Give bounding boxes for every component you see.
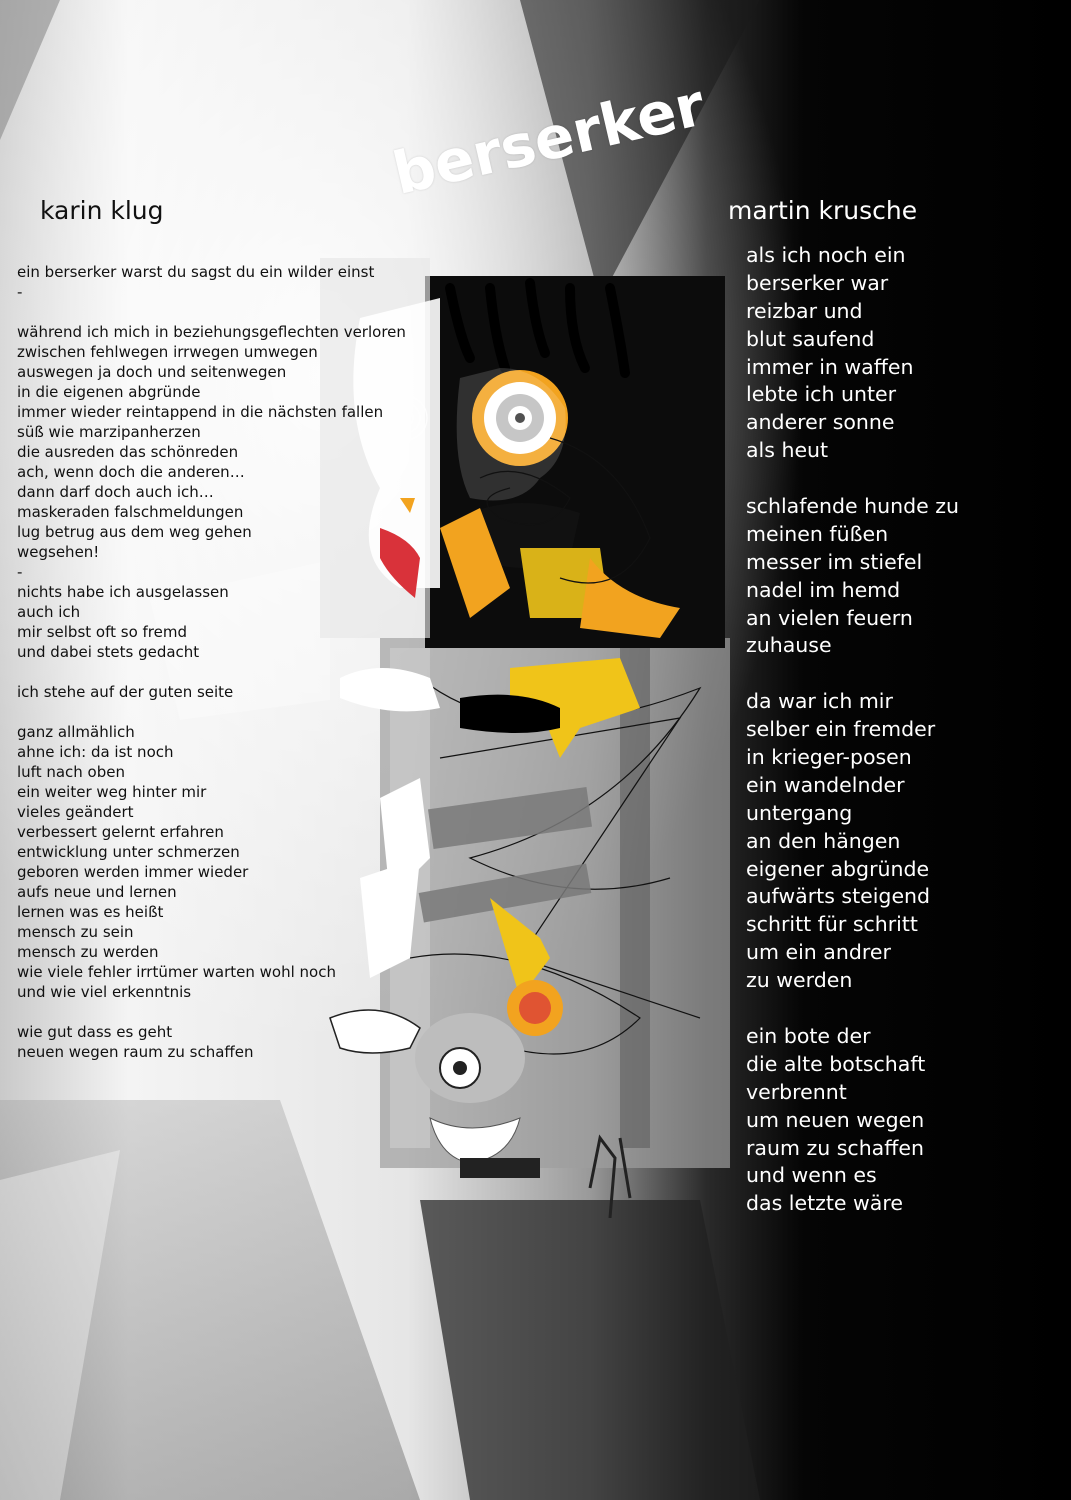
- poem-line: ach, wenn doch die anderen…: [17, 463, 245, 481]
- poem-line: ein weiter weg hinter mir: [17, 783, 207, 801]
- poem-line: das letzte wäre: [746, 1191, 903, 1216]
- poem-line: wie gut dass es geht: [17, 1023, 173, 1041]
- poem-line: ahne ich: da ist noch: [17, 743, 174, 761]
- poem-line: in krieger-posen: [746, 745, 912, 770]
- poem-line: aufwärts steigend: [746, 884, 931, 909]
- poem-line: ganz allmählich: [17, 723, 135, 741]
- poem-line: zuhause: [746, 633, 832, 658]
- poem-line: anderer sonne: [746, 410, 895, 435]
- poem-line: [746, 660, 1066, 688]
- poem-line: lernen was es heißt: [17, 903, 164, 921]
- poem-line: meinen füßen: [746, 521, 889, 546]
- poem-line: [746, 995, 1066, 1023]
- poem-line: selber ein fremder: [746, 717, 936, 742]
- poem-line: da war ich mir: [746, 689, 893, 714]
- poem-line: und wie viel erkenntnis: [17, 983, 192, 1001]
- poem-line: berserker war: [746, 270, 889, 295]
- poem-line: ich stehe auf der guten seite: [17, 683, 234, 701]
- poem-line: maskeraden falschmeldungen: [17, 503, 244, 521]
- poem-line: und dabei stets gedacht: [17, 643, 200, 661]
- poem-line: -: [17, 283, 23, 301]
- poem-line: mensch zu werden: [17, 943, 159, 961]
- poem-line: mensch zu sein: [17, 923, 134, 941]
- poem-line: süß wie marzipanherzen: [17, 423, 201, 441]
- poem-line: auswegen ja doch und seitenwegen: [17, 363, 287, 381]
- poem-right: [746, 242, 1066, 1218]
- poem-line: aufs neue und lernen: [17, 883, 177, 901]
- poem-line: blut saufend: [746, 326, 875, 351]
- poem-line: [746, 465, 1066, 493]
- author-right: martin krusche: [728, 196, 918, 225]
- poem-line: auch ich: [17, 603, 81, 621]
- poem-line: die alte botschaft: [746, 1051, 926, 1076]
- poem-line: reizbar und: [746, 298, 863, 323]
- poem-line: ein berserker warst du sagst du ein wilder einst: [17, 263, 375, 281]
- poem-line: ein bote der: [746, 1023, 871, 1048]
- poem-line: luft nach oben: [17, 763, 125, 781]
- poem-line: entwicklung unter schmerzen: [17, 843, 240, 861]
- poem-line: und wenn es: [746, 1163, 877, 1188]
- poem-line: untergang: [746, 800, 853, 825]
- poem-line: [17, 1002, 397, 1022]
- poem-left: [17, 262, 406, 1062]
- poem-line: raum zu schaffen: [746, 1135, 924, 1160]
- poem-line: vieles geändert: [17, 803, 134, 821]
- poem-line: wie viele fehler irrtümer warten wohl noch: [17, 963, 336, 981]
- poem-line: an vielen feuern: [746, 605, 913, 630]
- poem-line: während ich mich in beziehungsgeflechten verloren: [17, 323, 406, 341]
- poem-line: [17, 662, 397, 682]
- poem-line: immer in waffen: [746, 354, 914, 379]
- poem-line: [17, 702, 397, 722]
- poem-line: eigener abgründe: [746, 856, 930, 881]
- poem-line: [17, 302, 397, 322]
- poem-line: an den hängen: [746, 828, 901, 853]
- poem-line: schlafende hunde zu: [746, 494, 960, 519]
- poem-line: wegsehen!: [17, 543, 100, 561]
- poem-line: verbessert gelernt erfahren: [17, 823, 224, 841]
- poem-line: -: [17, 563, 23, 581]
- poem-line: ein wandelnder: [746, 772, 905, 797]
- poem-line: geboren werden immer wieder: [17, 863, 249, 881]
- poem-line: zwischen fehlwegen irrwegen umwegen: [17, 343, 318, 361]
- poem-line: die ausreden das schönreden: [17, 443, 239, 461]
- poem-line: verbrennt: [746, 1079, 847, 1104]
- poem-line: zu werden: [746, 968, 853, 993]
- poem-line: immer wieder reintappend in die nächsten fallen: [17, 403, 384, 421]
- poem-line: schritt für schritt: [746, 912, 918, 937]
- poem-line: um neuen wegen: [746, 1107, 925, 1132]
- poem-line: nadel im hemd: [746, 577, 901, 602]
- poem-line: messer im stiefel: [746, 549, 923, 574]
- poem-line: um ein andrer: [746, 940, 891, 965]
- poem-line: mir selbst oft so fremd: [17, 623, 187, 641]
- poem-line: dann darf doch auch ich…: [17, 483, 214, 501]
- author-left: karin klug: [40, 196, 164, 225]
- poem-line: in die eigenen abgründe: [17, 383, 201, 401]
- poem-line: neuen wegen raum zu schaffen: [17, 1043, 254, 1061]
- poem-line: nichts habe ich ausgelassen: [17, 583, 229, 601]
- poem-line: lebte ich unter: [746, 382, 897, 407]
- poem-line: als heut: [746, 438, 829, 463]
- poem-title: berserker: [386, 70, 711, 209]
- poem-line: als ich noch ein: [746, 243, 906, 267]
- poem-line: lug betrug aus dem weg gehen: [17, 523, 252, 541]
